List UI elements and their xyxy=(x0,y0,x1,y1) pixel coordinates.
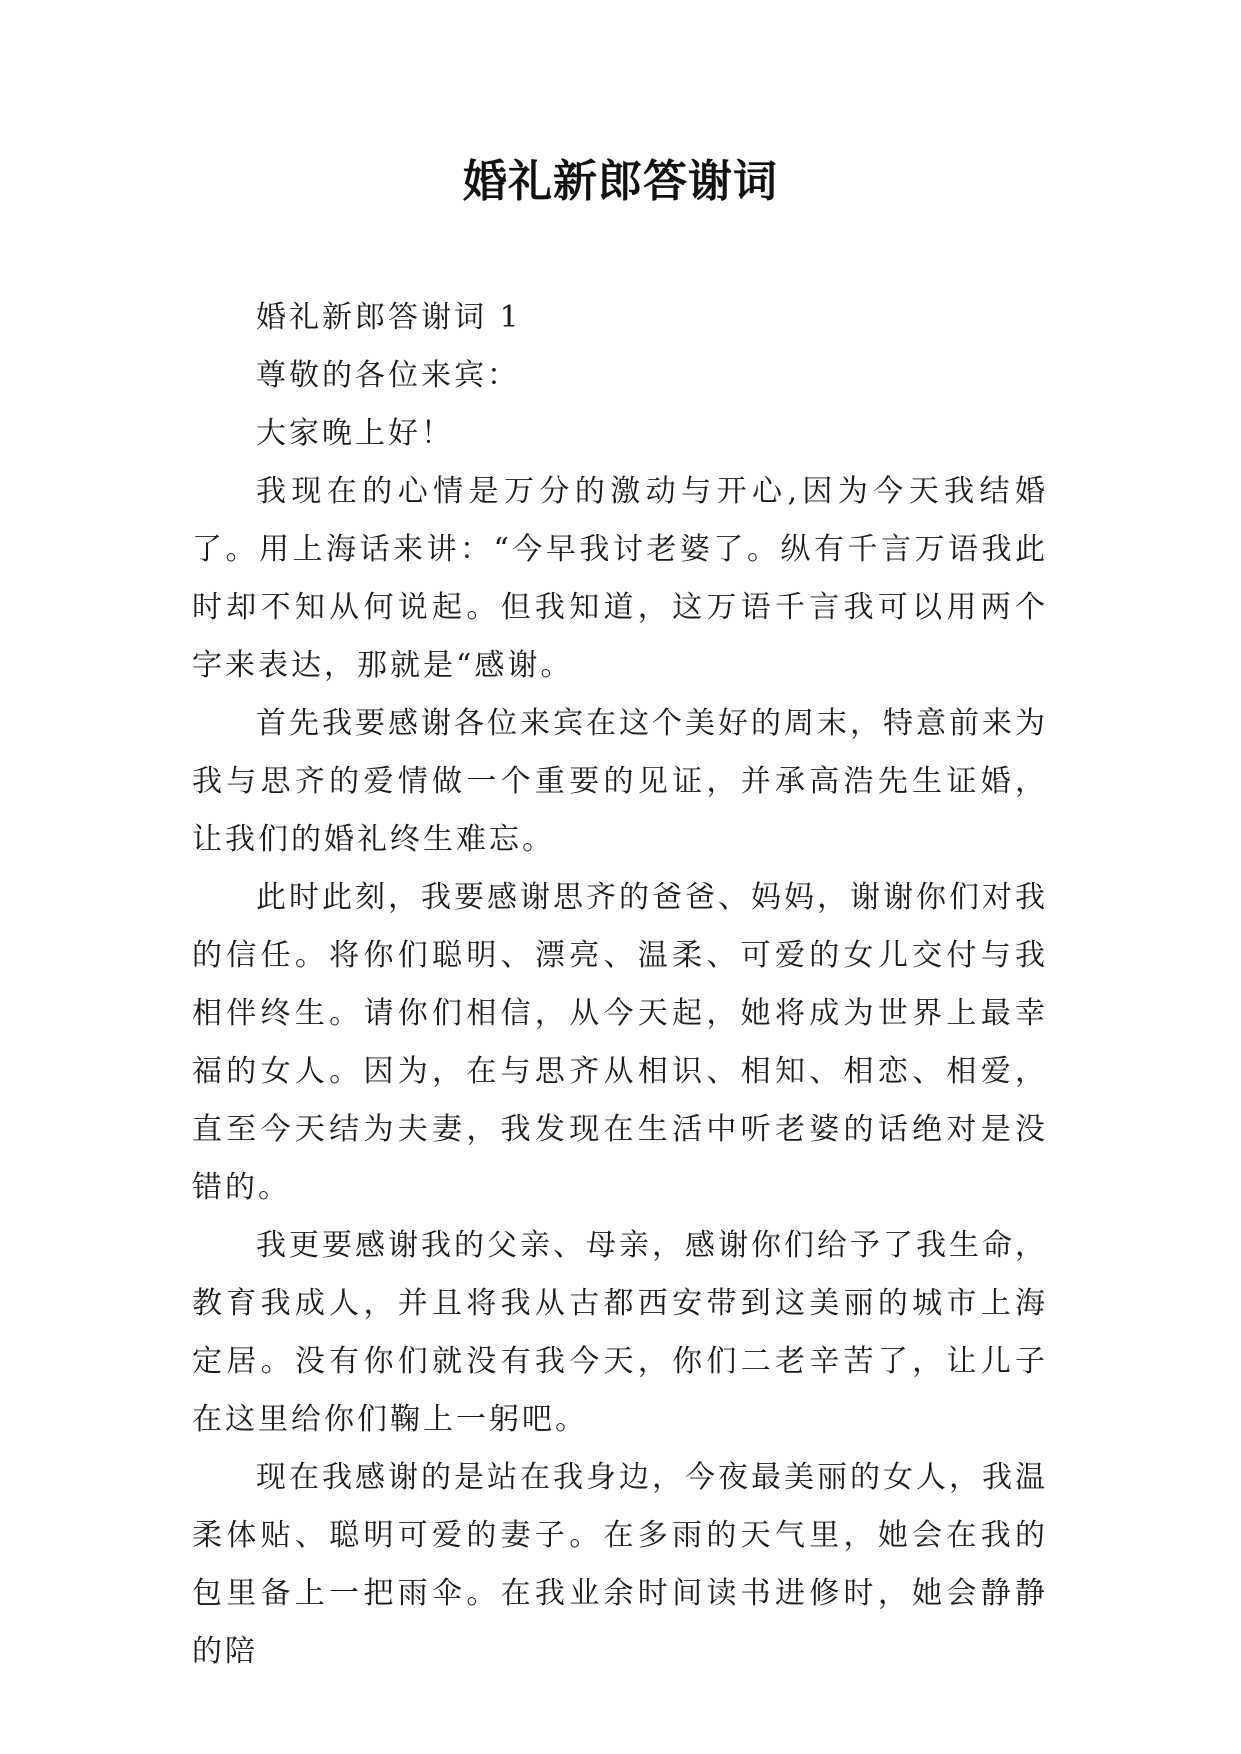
paragraph: 我更要感谢我的父亲、母亲，感谢你们给予了我生命，教育我成人，并且将我从古都西安带到这美丽的城市上海定居。没有你们就没有我今天，你们二老辛苦了，让儿子在这里给你们鞠上一躬吧。 xyxy=(192,1228,1048,1437)
section-heading: 婚礼新郎答谢词 1 xyxy=(256,300,522,335)
paragraph: 首先我要感谢各位来宾在这个美好的周末，特意前来为我与思齐的爱情做一个重要的见证，并承高浩先生证婚，让我们的婚礼终生难忘。 xyxy=(192,706,1048,857)
document-body xyxy=(192,289,1048,1681)
paragraph: 我现在的心情是万分的激动与开心,因为今天我结婚了。用上海话来讲：“今早我讨老婆了。纵有千言万语我此时却不知从何说起。但我知道，这万语千言我可以用两个字来表达，那就是“感谢。 xyxy=(192,474,1048,683)
paragraph: 此时此刻，我要感谢思齐的爸爸、妈妈，谢谢你们对我的信任。将你们聪明、漂亮、温柔、可爱的女儿交付与我相伴终生。请你们相信，从今天起，她将成为世界上最幸福的女人。因为，在与思齐从相识、相知、相恋、相爱，直至今天结为夫妻，我发现在生活中听老婆的话绝对是没错的。 xyxy=(192,880,1048,1205)
document-title: 婚礼新郎答谢词 xyxy=(463,156,778,207)
salutation: 尊敬的各位来宾： xyxy=(256,358,520,393)
paragraph: 现在我感谢的是站在我身边，今夜最美丽的女人，我温柔体贴、聪明可爱的妻子。在多雨的天气里，她会在我的包里备上一把雨伞。在我业余时间读书进修时，她会静静的陪 xyxy=(192,1460,1048,1669)
greeting: 大家晚上好！ xyxy=(256,416,454,451)
